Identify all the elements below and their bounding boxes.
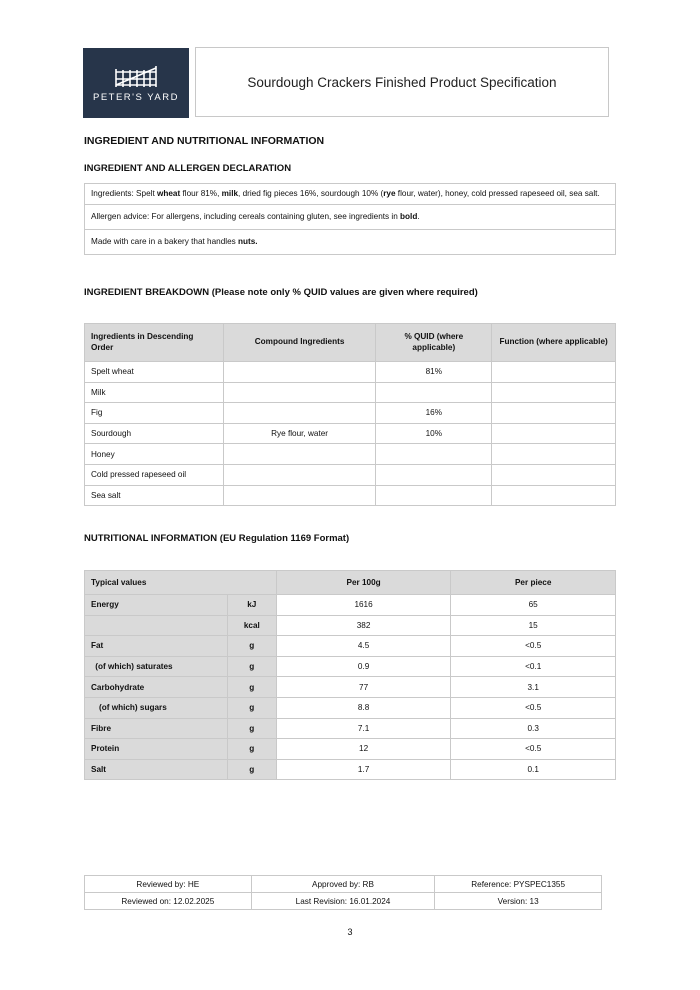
function-value	[492, 382, 616, 403]
per-100g-value: 12	[276, 739, 451, 760]
per-100g-value: 382	[276, 615, 451, 636]
allergen-advice-text: Allergen advice: For allergens, including cereals containing gluten, see ingredients in	[91, 212, 401, 222]
table-row	[85, 595, 616, 616]
breakdown-header-row	[85, 324, 616, 362]
function-value	[492, 485, 616, 506]
ingredient-name: Sourdough	[85, 423, 224, 444]
approved-by: Approved by: RB	[251, 876, 435, 893]
function-value	[492, 464, 616, 485]
nutrient-label: (of which) saturates	[85, 656, 228, 677]
column-header: Function (where applicable)	[492, 324, 616, 362]
logo-text: PETER'S YARD	[93, 91, 179, 103]
function-value	[492, 423, 616, 444]
nuts-text: Made with care in a bakery that handles	[91, 237, 239, 247]
ingredients-text: Ingredients: Spelt	[91, 189, 157, 198]
nutrient-label: Energy	[85, 595, 228, 616]
reference: Reference: PYSPEC1355	[435, 876, 602, 893]
allergen-wheat: wheat	[157, 189, 181, 198]
nutrient-unit: g	[227, 718, 276, 739]
reviewed-by: Reviewed by: HE	[85, 876, 252, 893]
function-value	[492, 362, 616, 383]
ingredient-name: Spelt wheat	[85, 362, 224, 383]
compound-ingredients: Rye flour, water	[223, 423, 376, 444]
per-100g-value: 1616	[276, 595, 451, 616]
nutrient-unit: kJ	[227, 595, 276, 616]
table-row	[85, 739, 616, 760]
nuts-bold: nuts.	[238, 237, 258, 247]
compound-ingredients	[223, 403, 376, 424]
ingredient-name: Sea salt	[85, 485, 224, 506]
per-100g-value: 77	[276, 677, 451, 698]
ingredients-cell	[85, 184, 616, 205]
version: Version: 13	[435, 893, 602, 910]
per-piece-value: 0.3	[451, 718, 616, 739]
compound-ingredients	[223, 382, 376, 403]
per-piece-value: <0.1	[451, 656, 616, 677]
nutrient-unit: g	[227, 759, 276, 780]
column-header: Per 100g	[276, 571, 451, 595]
section-title: INGREDIENT AND NUTRITIONAL INFORMATION	[84, 135, 325, 147]
nutrient-unit: g	[227, 697, 276, 718]
breakdown-heading: INGREDIENT BREAKDOWN (Please note only % QUID values are given where required)	[84, 287, 478, 298]
brand-logo	[83, 48, 189, 118]
column-header: Per piece	[451, 571, 616, 595]
nutrition-header-row	[85, 571, 616, 595]
per-100g-value: 1.7	[276, 759, 451, 780]
allergen-advice-cell	[85, 205, 616, 230]
per-100g-value: 4.5	[276, 636, 451, 657]
per-100g-value: 8.8	[276, 697, 451, 718]
function-value	[492, 403, 616, 424]
quid-value: 16%	[376, 403, 492, 424]
per-piece-value: <0.5	[451, 739, 616, 760]
ingredient-name: Milk	[85, 382, 224, 403]
reviewed-on: Reviewed on: 12.02.2025	[85, 893, 252, 910]
per-piece-value: 0.1	[451, 759, 616, 780]
table-row	[85, 444, 616, 465]
table-row	[85, 759, 616, 780]
nutrient-unit: g	[227, 636, 276, 657]
quid-value	[376, 464, 492, 485]
allergen-bold-word: bold	[400, 212, 418, 222]
ingredient-name: Honey	[85, 444, 224, 465]
column-header: % QUID (where applicable)	[376, 324, 492, 362]
nutrient-label: Fibre	[85, 718, 228, 739]
column-header: Typical values	[85, 571, 277, 595]
per-piece-value: 15	[451, 615, 616, 636]
table-row	[85, 362, 616, 383]
compound-ingredients	[223, 362, 376, 383]
table-row	[85, 403, 616, 424]
table-row	[85, 656, 616, 677]
per-piece-value: 3.1	[451, 677, 616, 698]
compound-ingredients	[223, 485, 376, 506]
table-row	[85, 636, 616, 657]
ingredient-breakdown-table	[84, 323, 616, 506]
table-row	[85, 615, 616, 636]
last-revision: Last Revision: 16.01.2024	[251, 893, 435, 910]
function-value	[492, 444, 616, 465]
footer-row	[85, 893, 602, 910]
nutrient-label: (of which) sugars	[85, 697, 228, 718]
quid-value	[376, 382, 492, 403]
nutrient-unit: g	[227, 656, 276, 677]
ingredients-text: , dried fig pieces 16%, sourdough 10% (	[238, 189, 384, 198]
per-100g-value: 7.1	[276, 718, 451, 739]
nuts-cell	[85, 230, 616, 255]
table-row	[85, 677, 616, 698]
quid-value	[376, 485, 492, 506]
declaration-heading: INGREDIENT AND ALLERGEN DECLARATION	[84, 163, 292, 174]
per-piece-value: 65	[451, 595, 616, 616]
nutrient-label	[85, 615, 228, 636]
ingredients-text: flour, water), honey, cold pressed rapeseed oil, sea salt.	[395, 189, 600, 198]
compound-ingredients	[223, 444, 376, 465]
column-header: Compound Ingredients	[223, 324, 376, 362]
nutrition-heading: NUTRITIONAL INFORMATION (EU Regulation 1169 Format)	[84, 533, 350, 544]
nutrition-table	[84, 570, 616, 780]
quid-value: 10%	[376, 423, 492, 444]
nutrient-unit: kcal	[227, 615, 276, 636]
table-row	[85, 485, 616, 506]
footer-table	[84, 875, 602, 910]
ingredients-row	[85, 184, 616, 205]
column-header: Ingredients in Descending Order	[85, 324, 224, 362]
allergen-milk: milk	[221, 189, 239, 198]
page-number: 3	[347, 927, 353, 937]
nutrient-label: Carbohydrate	[85, 677, 228, 698]
table-row	[85, 423, 616, 444]
allergen-rye: rye	[383, 189, 396, 198]
nutrient-label: Salt	[85, 759, 228, 780]
declaration-table	[84, 183, 616, 255]
allergen-advice-text: .	[417, 212, 420, 222]
table-row	[85, 382, 616, 403]
table-row	[85, 697, 616, 718]
compound-ingredients	[223, 464, 376, 485]
per-piece-value: <0.5	[451, 636, 616, 657]
table-row	[85, 718, 616, 739]
nuts-row	[85, 230, 616, 255]
table-row	[85, 464, 616, 485]
nutrient-label: Protein	[85, 739, 228, 760]
quid-value: 81%	[376, 362, 492, 383]
per-piece-value: <0.5	[451, 697, 616, 718]
allergen-advice-row	[85, 205, 616, 230]
nutrient-unit: g	[227, 739, 276, 760]
nutrient-label: Fat	[85, 636, 228, 657]
nutrient-unit: g	[227, 677, 276, 698]
document-title: Sourdough Crackers Finished Product Specification	[195, 47, 609, 117]
ingredients-text: flour 81%,	[180, 189, 222, 198]
footer-row	[85, 876, 602, 893]
gate-icon	[113, 64, 159, 88]
per-100g-value: 0.9	[276, 656, 451, 677]
quid-value	[376, 444, 492, 465]
ingredient-name: Fig	[85, 403, 224, 424]
ingredient-name: Cold pressed rapeseed oil	[85, 464, 224, 485]
